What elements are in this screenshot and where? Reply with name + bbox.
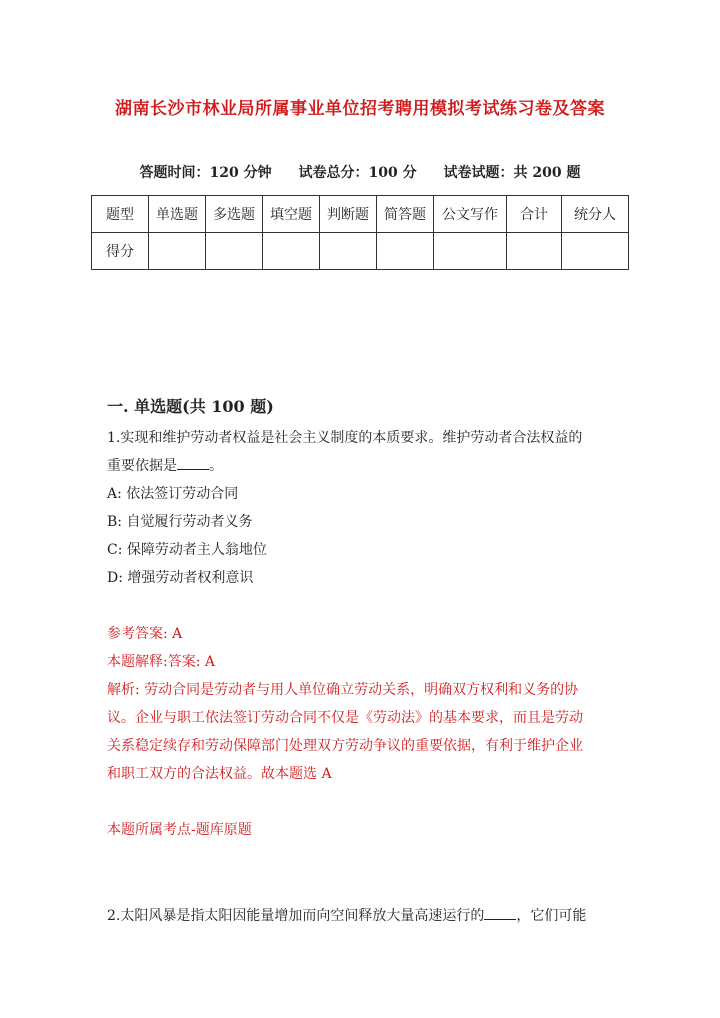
- score-table-score-row: [92, 233, 629, 270]
- score-row-label: 得分: [92, 233, 149, 270]
- analysis-line-1: 解析: 劳动合同是劳动者与用人单位确立劳动关系，明确双方权利和义务的协: [107, 682, 579, 698]
- knowledge-point-tag: 本题所属考点-题库原题: [107, 822, 252, 838]
- header-cell-type: 题型: [92, 196, 149, 233]
- score-cell: [320, 233, 377, 270]
- score-cell: [434, 233, 507, 270]
- answer-blank: [484, 905, 516, 920]
- explanation-label: 本题解释:答案: A: [107, 654, 215, 670]
- header-cell-multi: 多选题: [206, 196, 263, 233]
- analysis-line-4: 和职工双方的合法权益。故本题选 A: [107, 766, 332, 782]
- score-cell: [562, 233, 629, 270]
- section-title: 一. 单选题(共 100 题): [107, 397, 274, 416]
- score-cell: [507, 233, 562, 270]
- header-cell-short: 简答题: [377, 196, 434, 233]
- score-cell: [263, 233, 320, 270]
- question-2-stem: [107, 902, 617, 930]
- header-cell-total: 合计: [507, 196, 562, 233]
- answer-blank: [177, 455, 209, 470]
- reference-answer: 参考答案: A: [107, 626, 183, 642]
- option-b: B: 自觉履行劳动者义务: [107, 514, 253, 530]
- header-cell-scorer: 统分人: [562, 196, 629, 233]
- header-cell-writing: 公文写作: [434, 196, 507, 233]
- question-1-stem-end: 。: [209, 458, 223, 474]
- question-2-stem-end: ，它们可能: [516, 908, 587, 924]
- score-table: [91, 195, 629, 270]
- score-cell: [149, 233, 206, 270]
- header-cell-judge: 判断题: [320, 196, 377, 233]
- option-a: A: 依法签订劳动合同: [107, 486, 239, 502]
- exam-total-score: 试卷总分：100 分: [298, 165, 417, 181]
- header-cell-fill: 填空题: [263, 196, 320, 233]
- option-d: D: 增强劳动者权利意识: [107, 570, 254, 586]
- question-1-stem-line-2: [107, 452, 617, 480]
- score-cell: [206, 233, 263, 270]
- score-cell: [377, 233, 434, 270]
- header-cell-single: 单选题: [149, 196, 206, 233]
- exam-meta: [0, 162, 720, 182]
- document-title: 湖南长沙市林业局所属事业单位招考聘用模拟考试练习卷及答案: [115, 99, 605, 119]
- exam-question-count: 试卷试题：共 200 题: [443, 165, 581, 181]
- question-1-stem-text: 重要依据是: [107, 458, 177, 474]
- question-2-stem-text: 2.太阳风暴是指太阳因能量增加而向空间释放大量高速运行的: [107, 908, 485, 924]
- exam-time: 答题时间：120 分钟: [139, 165, 272, 181]
- option-c: C: 保障劳动者主人翁地位: [107, 542, 267, 558]
- analysis-line-2: 议。企业与职工依法签订劳动合同不仅是《劳动法》的基本要求，而且是劳动: [107, 710, 583, 726]
- analysis-line-3: 关系稳定续存和劳动保障部门处理双方劳动争议的重要依据，有利于维护企业: [107, 738, 583, 754]
- question-1-stem-line-1: 1.实现和维护劳动者权益是社会主义制度的本质要求。维护劳动者合法权益的: [107, 430, 583, 446]
- score-table-header-row: [92, 196, 629, 233]
